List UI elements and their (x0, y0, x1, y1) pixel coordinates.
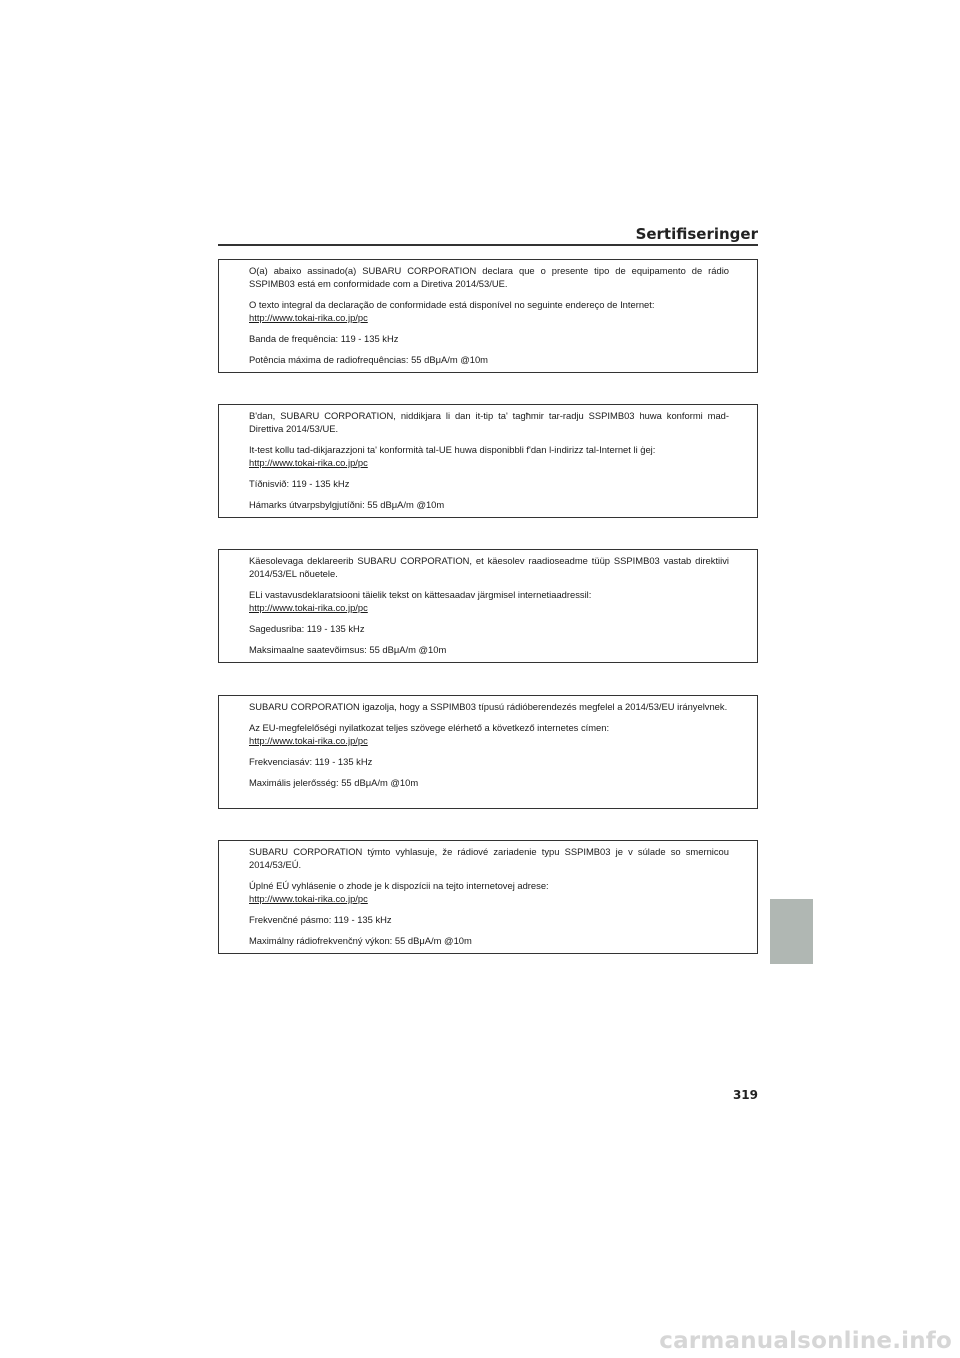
power-text: Potência máxima de radiofrequências: 55 dBμA/m @10m (249, 354, 488, 365)
declaration-box-hungarian (218, 695, 758, 809)
watermark-text: carmanualsonline.info (659, 1328, 952, 1354)
page-title: Sertifiseringer (635, 225, 758, 243)
declaration-box-estonian (218, 549, 758, 663)
declaration-url-link[interactable]: http://www.tokai-rika.co.jp/pc (249, 457, 368, 468)
declaration-text: B'dan, SUBARU CORPORATION, niddikjara li dan it-tip ta' tagħmir tar-radju SSPIMB03 huwa konformi mad-Direttiva 2014/53/UE. (249, 410, 729, 434)
availability-text: ELi vastavusdeklaratsiooni täielik tekst on kättesaadav järgmisel internetiaadressil: (249, 589, 592, 600)
power-text: Maximálny rádiofrekvenčný výkon: 55 dBμA/m @10m (249, 935, 472, 946)
declaration-text: Käesolevaga deklareerib SUBARU CORPORATION, et käesolev raadioseadme tüüp SSPIMB03 vastab direktiivi 2014/53/EL nõuetele. (249, 555, 729, 579)
declaration-text: SUBARU CORPORATION igazolja, hogy a SSPIMB03 típusú rádióberendezés megfelel a 2014/53/EU irányelvnek. (249, 701, 728, 712)
frequency-text: Tíðnisvið: 119 - 135 kHz (249, 478, 350, 489)
power-text: Maximális jelerősség: 55 dBμA/m @10m (249, 777, 419, 788)
availability-text: Az EU-megfelelőségi nyilatkozat teljes szövege elérhető a következő internetes címen: (249, 722, 610, 733)
availability-text: It-test kollu tad-dikjarazzjoni ta' konformità tal-UE huwa disponibbli f'dan l-indirizz tal-Internet li ġej: (249, 444, 656, 455)
page-number: 319 (732, 1088, 758, 1102)
frequency-text: Sagedusriba: 119 - 135 kHz (249, 623, 365, 634)
frequency-text: Frekvenciasáv: 119 - 135 kHz (249, 756, 373, 767)
power-text: Hámarks útvarpsbylgjutíðni: 55 dBμA/m @10m (249, 499, 445, 510)
declaration-url-link[interactable]: http://www.tokai-rika.co.jp/pc (249, 893, 368, 904)
power-text: Maksimaalne saatevõimsus: 55 dBμA/m @10m (249, 644, 447, 655)
declaration-box-maltese (218, 404, 758, 518)
header-rule (218, 244, 758, 246)
declaration-text: SUBARU CORPORATION týmto vyhlasuje, že rádiové zariadenie typu SSPIMB03 je v súlade so smernicou 2014/53/EÚ. (249, 846, 729, 870)
frequency-text: Frekvenčné pásmo: 119 - 135 kHz (249, 914, 392, 925)
availability-text: O texto integral da declaração de conformidade está disponível no seguinte endereço de Internet: (249, 299, 655, 310)
declaration-url-link[interactable]: http://www.tokai-rika.co.jp/pc (249, 735, 368, 746)
declaration-box-slovak (218, 840, 758, 954)
frequency-text: Banda de frequência: 119 - 135 kHz (249, 333, 399, 344)
availability-text: Úplné EÚ vyhlásenie o zhode je k dispozícii na tejto internetovej adrese: (249, 880, 549, 891)
declaration-url-link[interactable]: http://www.tokai-rika.co.jp/pc (249, 312, 368, 323)
declaration-box-portuguese (218, 259, 758, 373)
declaration-url-link[interactable]: http://www.tokai-rika.co.jp/pc (249, 602, 368, 613)
declaration-text: O(a) abaixo assinado(a) SUBARU CORPORATION declara que o presente tipo de equipamento de rádio SSPIMB03 está em conformidade com a Diretiva 2014/53/UE. (249, 265, 729, 289)
section-side-tab (770, 899, 813, 964)
